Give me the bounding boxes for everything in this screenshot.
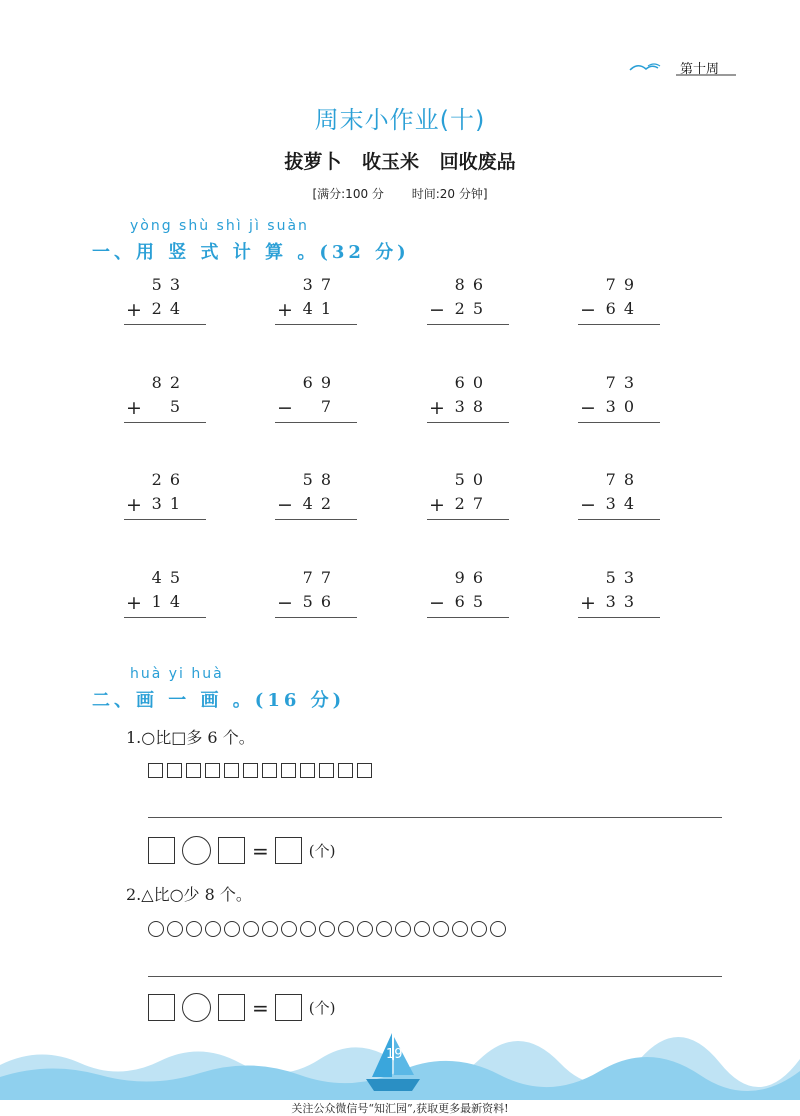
operator: −	[429, 592, 445, 614]
operator: −	[580, 397, 596, 419]
operator: −	[580, 494, 596, 516]
question-1-text: 1.○比□多 6 个。	[126, 728, 255, 747]
top-number: 45	[151, 568, 188, 587]
circle-icon	[224, 921, 240, 937]
answer-box[interactable]	[218, 994, 245, 1021]
bottom-number: 65	[454, 592, 491, 611]
calculation-problem[interactable]	[427, 373, 509, 423]
answer-underline	[124, 519, 206, 520]
answer-underline	[427, 422, 509, 423]
calculation-problem[interactable]	[578, 470, 660, 520]
top-number: 60	[454, 373, 491, 392]
score-time-info	[0, 185, 800, 202]
result-box[interactable]	[275, 837, 302, 864]
answer-box[interactable]	[148, 837, 175, 864]
operator: +	[126, 299, 142, 321]
question-2-drawing-line[interactable]	[148, 976, 722, 977]
operator: −	[580, 299, 596, 321]
circle-icon	[490, 921, 506, 937]
footer-note: 关注公众微信号“知汇园”,获取更多最新资料!	[291, 1102, 509, 1115]
circle-icon	[452, 921, 468, 937]
page-number: 19	[386, 1047, 403, 1062]
section1-heading: 一、用 竖 式 计 算 。(32 分)	[92, 242, 410, 263]
operator: −	[277, 494, 293, 516]
square-icon	[205, 763, 220, 778]
circle-icon	[414, 921, 430, 937]
answer-underline	[427, 324, 509, 325]
circle-icon	[376, 921, 392, 937]
operator: −	[277, 592, 293, 614]
top-number: 86	[454, 275, 491, 294]
answer-underline	[124, 422, 206, 423]
circle-icon	[167, 921, 183, 937]
answer-underline	[427, 617, 509, 618]
week-tag	[628, 56, 738, 80]
square-icon	[243, 763, 258, 778]
answer-underline	[578, 617, 660, 618]
answer-underline	[578, 519, 660, 520]
answer-box[interactable]	[218, 837, 245, 864]
square-icon	[281, 763, 296, 778]
question-1-equation	[148, 836, 335, 865]
week-label: 第十周	[680, 62, 720, 77]
full-score: [满分:100 分	[312, 187, 384, 201]
calculation-problem[interactable]	[124, 275, 206, 325]
calculation-problem[interactable]	[578, 373, 660, 423]
bottom-number: 33	[605, 592, 642, 611]
answer-underline	[275, 324, 357, 325]
circle-icon	[338, 921, 354, 937]
operator: +	[429, 397, 445, 419]
answer-underline	[275, 617, 357, 618]
bottom-number: 64	[605, 299, 642, 318]
circle-icon	[205, 921, 221, 937]
equals-sign: =	[252, 838, 269, 863]
page-subtitle: 拔萝卜 收玉米 回收废品	[284, 151, 516, 173]
circle-icon	[262, 921, 278, 937]
top-number: 53	[151, 275, 188, 294]
top-number: 96	[454, 568, 491, 587]
calculation-problem[interactable]	[275, 470, 357, 520]
top-number: 73	[605, 373, 642, 392]
calculation-problem[interactable]	[124, 470, 206, 520]
bottom-number: 30	[605, 397, 642, 416]
answer-underline	[578, 422, 660, 423]
operator: +	[126, 494, 142, 516]
circle-icon	[243, 921, 259, 937]
circle-icon	[395, 921, 411, 937]
bottom-number: 25	[454, 299, 491, 318]
bottom-number: 27	[454, 494, 491, 513]
top-number: 26	[151, 470, 188, 489]
operator: −	[429, 299, 445, 321]
circle-icon	[186, 921, 202, 937]
operator-circle[interactable]	[182, 836, 211, 865]
equals-sign: =	[252, 995, 269, 1020]
answer-underline	[427, 519, 509, 520]
calculation-problem[interactable]	[275, 275, 357, 325]
top-number: 69	[302, 373, 339, 392]
square-icon	[357, 763, 372, 778]
square-icon	[186, 763, 201, 778]
section1-pinyin: yòng shù shì jì suàn	[130, 218, 309, 234]
bottom-number: 7	[320, 397, 339, 416]
top-number: 82	[151, 373, 188, 392]
operator: +	[277, 299, 293, 321]
square-icon	[148, 763, 163, 778]
top-number: 78	[605, 470, 642, 489]
operator: −	[277, 397, 293, 419]
top-number: 79	[605, 275, 642, 294]
page-title: 周末小作业(十)	[314, 106, 486, 134]
top-number: 53	[605, 568, 642, 587]
top-number: 37	[302, 275, 339, 294]
operator: +	[126, 397, 142, 419]
question-2-circles	[148, 921, 509, 937]
bottom-number: 42	[302, 494, 339, 513]
square-icon	[319, 763, 334, 778]
calculation-problem[interactable]	[275, 568, 357, 618]
bottom-number: 5	[169, 397, 188, 416]
unit-label: (个)	[308, 999, 336, 1017]
result-box[interactable]	[275, 994, 302, 1021]
top-number: 50	[454, 470, 491, 489]
calculation-problem[interactable]	[124, 568, 206, 618]
bottom-number: 41	[302, 299, 339, 318]
circle-icon	[300, 921, 316, 937]
operator: +	[126, 592, 142, 614]
square-icon	[300, 763, 315, 778]
answer-underline	[578, 324, 660, 325]
top-number: 77	[302, 568, 339, 587]
answer-box[interactable]	[148, 994, 175, 1021]
bottom-number: 14	[151, 592, 188, 611]
calculation-problem[interactable]	[427, 568, 509, 618]
operator-circle[interactable]	[182, 993, 211, 1022]
question-1-squares	[148, 763, 376, 778]
question-1-drawing-line[interactable]	[148, 817, 722, 818]
calculation-problem[interactable]	[124, 373, 206, 423]
square-icon	[262, 763, 277, 778]
calculation-problem[interactable]	[275, 373, 357, 423]
answer-underline	[275, 422, 357, 423]
unit-label: (个)	[308, 842, 336, 860]
calculation-problem[interactable]	[427, 275, 509, 325]
circle-icon	[319, 921, 335, 937]
circle-icon	[357, 921, 373, 937]
question-2-text: 2.△比○少 8 个。	[126, 885, 252, 904]
operator: +	[580, 592, 596, 614]
bottom-number: 31	[151, 494, 188, 513]
section2-heading: 二、画 一 画 。(16 分)	[92, 690, 346, 711]
circle-icon	[433, 921, 449, 937]
answer-underline	[275, 519, 357, 520]
bottom-number: 34	[605, 494, 642, 513]
square-icon	[224, 763, 239, 778]
answer-underline	[124, 617, 206, 618]
bottom-number: 38	[454, 397, 491, 416]
circle-icon	[471, 921, 487, 937]
bottom-number: 56	[302, 592, 339, 611]
square-icon	[167, 763, 182, 778]
operator: +	[429, 494, 445, 516]
bottom-number: 24	[151, 299, 188, 318]
time-limit: 时间:20 分钟]	[411, 187, 488, 201]
circle-icon	[281, 921, 297, 937]
wave-decoration	[0, 1025, 800, 1100]
top-number: 58	[302, 470, 339, 489]
calculation-problem[interactable]	[427, 470, 509, 520]
circle-icon	[148, 921, 164, 937]
calculation-problem[interactable]	[578, 275, 660, 325]
question-2-equation	[148, 993, 335, 1022]
calculation-problem[interactable]	[578, 568, 660, 618]
square-icon	[338, 763, 353, 778]
section2-pinyin: huà yi huà	[130, 666, 224, 682]
answer-underline	[124, 324, 206, 325]
